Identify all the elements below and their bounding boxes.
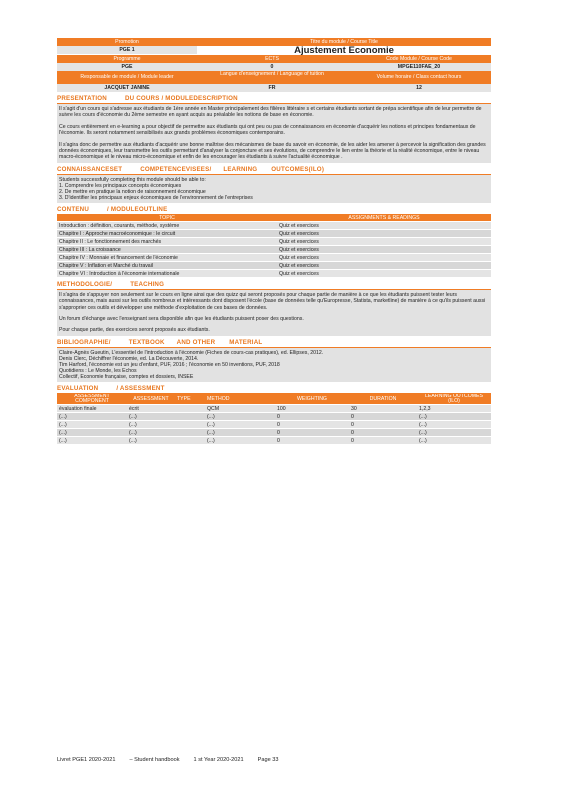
outline-topic: Chapitre VI : Introduction à l'économie internationale [57, 270, 277, 278]
outline-table [57, 215, 491, 278]
section-competences-part4: OUTCOMES(ILO) [271, 165, 325, 173]
promotion-value: PGE 1 [57, 46, 197, 54]
assessment-cell: 0 [275, 437, 349, 445]
footer-year: 1 st Year 2020-2021 [193, 757, 244, 763]
outline-topic: Chapitre II : Le fonctionnement des marchés [57, 238, 277, 246]
section-biblio-part4: MATERIAL [229, 338, 263, 346]
section-biblio-part2: TEXTBOOK [128, 338, 165, 346]
assessment-cell: (...) [127, 421, 175, 429]
ects-label: ECTS [197, 55, 347, 63]
list-item: 3. D'identifier les principaux enjeux économiques de l'environnement de l'entreprises [59, 194, 253, 201]
page-footer [57, 757, 292, 763]
section-contenu [57, 206, 491, 214]
assessment-cell: QCM [205, 405, 275, 413]
assessment-cell: 0 [349, 437, 417, 445]
outline-assignment: Quiz et exercices [277, 262, 491, 270]
duration-header: DURATION [349, 394, 417, 405]
assessment-cell: (...) [57, 421, 127, 429]
section-biblio-title: BIBLIOGRAPHIE/ [57, 338, 111, 346]
assessment-cell [175, 413, 205, 421]
assessment-cell: (...) [417, 413, 491, 421]
assessment-cell: évaluation finale [57, 405, 127, 413]
section-presentation [57, 95, 491, 103]
contact-hours-label: Volume horaire / Class contact hours [347, 71, 491, 84]
weighting-header: WEIGHTING [275, 394, 349, 405]
section-methodologie [57, 281, 491, 289]
assessment-cell: (...) [57, 413, 127, 421]
ilo-header: LEARNING OUTCOMES (ILO) [417, 394, 491, 405]
paragraph: Il s'agit d'un cours qui s'adresse aux étudiants de 1ère année en Master principalement des filières littéraire s et certains étudiants sortant de prépa scientifique afin de leur permettre de suivre les cours d'économie du 2ème semestre en ayant acquis au préalable les notions de base en économie. [59, 106, 482, 119]
competences-text [57, 175, 491, 203]
assessment-cell: 0 [349, 421, 417, 429]
language-label: Langue d'enseignement / Language of tuition [197, 71, 347, 84]
presentation-text [57, 104, 491, 163]
section-biblio-part3: AND OTHER [176, 338, 216, 346]
outline-topic: Chapitre III : La croissance [57, 246, 277, 254]
section-contenu-subtitle: / MODULEOUTLINE [107, 205, 168, 213]
paragraph: Un forum d'échange avec l'enseignant sera disponible afin que les étudiants puissent poser des questions. [59, 316, 304, 323]
assessment-cell: écrit [127, 405, 175, 413]
programme-value: PGE [57, 63, 197, 71]
list-item: Collectif, Economie française, comptes et dossiers, INSEE [59, 373, 194, 380]
module-leader-label: Responsable de module / Module leader [57, 71, 197, 84]
course-code-label: Code Module / Course Code [347, 55, 491, 63]
assessment-cell: 1,2,3 [417, 405, 491, 413]
section-competences-title: CONNAISSANCESET [57, 165, 123, 173]
course-title-value: Ajustement Economie [197, 46, 491, 55]
assessment-cell: 0 [275, 421, 349, 429]
assessment-cell [175, 405, 205, 413]
assessment-cell: (...) [417, 429, 491, 437]
list-item: Tim Harford, l'économie est un jeu d'enfant, PUF, 2016 ; l'économie en 50 inventions, PUF, 2018 [59, 361, 280, 368]
outline-assignment: Quiz et exercices [277, 222, 491, 230]
assessment-cell [175, 429, 205, 437]
list-item: Students successfully completing this module should be able to: [59, 176, 206, 183]
assessment-cell: 0 [275, 413, 349, 421]
assessment-cell: (...) [417, 421, 491, 429]
assessment-cell: (...) [127, 413, 175, 421]
assessment-component-header: ASSESSMENT COMPONENT [57, 394, 127, 405]
assessment-cell: (...) [57, 437, 127, 445]
table-row [57, 421, 491, 429]
assessment-cell: 0 [349, 413, 417, 421]
section-competences-part3: LEARNING [223, 165, 258, 173]
outline-topic: Introduction : définition, courants, méthode, système [57, 222, 277, 230]
outline-assignment: Quiz et exercices [277, 270, 491, 278]
table-row [57, 405, 491, 413]
section-methodologie-title: METHODOLOGIE/ [57, 280, 113, 288]
outline-topic-header: TOPIC [57, 215, 277, 222]
section-methodologie-subtitle: TEACHING [130, 280, 165, 288]
section-presentation-subtitle: DU COURS / MODULEDESCRIPTION [124, 95, 238, 102]
outline-assignments-header: ASSIGNMENTS & READINGS [277, 215, 491, 222]
assessment-cell: (...) [57, 429, 127, 437]
methodologie-text [57, 290, 491, 336]
course-sheet [57, 38, 491, 445]
outline-topic: Chapitre I : Approche macroéconomique : le circuit [57, 230, 277, 238]
list-item: Denis Clerc, Déchiffrer l'économie, ed. La Découverte, 2014. [59, 355, 199, 362]
outline-topic: Chapitre V : Inflation et Marché du travail [57, 262, 277, 270]
table-row [57, 437, 491, 445]
paragraph: Pour chaque partie, des exercices seront proposés aux étudiants. [59, 327, 210, 334]
outline-assignment: Quiz et exercices [277, 230, 491, 238]
paragraph: Il s'agira donc de permettre aux étudiants d'acquérir une bonne maîtrise des mécanismes de base du savoir en économie, de les aider les amener à percevoir la signification des grandes données économiques, leur transmettre les outils permettant d'analyser la conjoncture et ses évolutions, de comprendre le lien entre la théorie et la réalité économique, entre le niveau macro-économique et le niveau micro-économique et enfin de les encourager les étudiants à suivre l'actualité économique . [59, 141, 486, 161]
contact-hours-value: 12 [347, 84, 491, 92]
bibliographie-text [57, 348, 491, 382]
section-presentation-title: PRESENTATION [57, 95, 107, 102]
outline-assignment: Quiz et exercices [277, 238, 491, 246]
table-row [57, 413, 491, 421]
assessment-cell: (...) [205, 429, 275, 437]
assessment-table [57, 394, 491, 445]
section-evaluation-title: EVALUATION [57, 384, 99, 392]
paragraph: Il s'agira de s'appuyer non seulement sur le cours en ligne ainsi que des quizz qui seront proposés pour chaque partie de manière à ce que les étudiants puissent tester leurs connaissances, mais aussi sur les outils nombreux et intéressants dont disposent l'école (base de données telle qu'Europresse, Statista, marketline) de manière à ce qu'ils puissent aussi s'approprier ces outils et développer une méthode d'exploitation de ces bases de données. [59, 291, 486, 311]
type-header: TYPE [175, 394, 205, 405]
method-header: METHOD [205, 394, 275, 405]
language-value: FR [197, 84, 347, 92]
footer-handbook: – Student handbook [129, 757, 180, 763]
outline-topic: Chapitre IV : Monnaie et financement de l'économie [57, 254, 277, 262]
module-leader-value: JACQUET JANINE [57, 84, 197, 92]
outline-assignment: Quiz et exercices [277, 254, 491, 262]
course-title-label: Titre du module / Course Title [197, 38, 491, 46]
list-item: Quotidiens : Le Monde, les Echos [59, 367, 137, 374]
assessment-cell: (...) [205, 437, 275, 445]
section-bibliographie [57, 339, 491, 347]
table-row [57, 429, 491, 437]
course-code-value: MPGE110FAE_20 [347, 63, 491, 71]
list-item: Claire-Agnès Gueutin, L'essentiel de l'introduction à l'économie (Fiches de cours-cas pratiques), ed. Ellipses, 2012. [59, 349, 324, 356]
assessment-cell: (...) [127, 429, 175, 437]
paragraph: Ce cours entièrement en e-learning a pour objectif de permettre aux étudiants qui ont peu ou pas de connaissances en économie d'acquérir les notions et principes fondamentaux de l'économie. Ils seront notamment sensibilisés aux grands problèmes économiques contemporains. [59, 123, 476, 137]
assessment-cell: (...) [127, 437, 175, 445]
assessment-cell: (...) [205, 413, 275, 421]
section-competences-part2: COMPETENCEVISEES/ [140, 165, 212, 173]
section-evaluation-subtitle: / ASSESSMENT [116, 384, 165, 392]
list-item: 1. Comprendre les principaux concepts économiques [59, 182, 182, 189]
promotion-label: Promotion [57, 38, 197, 46]
assessment-cell: 0 [349, 429, 417, 437]
assessment-cell: 30 [349, 405, 417, 413]
footer-booklet: Livret PGE1 2020-2021 [57, 757, 116, 763]
header-table [57, 38, 491, 92]
assessment-cell: 0 [275, 429, 349, 437]
assessment-cell [175, 437, 205, 445]
programme-label: Programme [57, 55, 197, 63]
assessment-header: ASSESSMENT [127, 394, 175, 405]
assessment-cell: (...) [417, 437, 491, 445]
outline-assignment: Quiz et exercices [277, 246, 491, 254]
list-item: 2. De mettre en pratique la notion de raisonnement économique [59, 188, 206, 195]
ects-value: 0 [197, 63, 347, 71]
section-evaluation [57, 385, 491, 393]
assessment-cell: 100 [275, 405, 349, 413]
section-contenu-title: CONTENU [57, 205, 89, 213]
assessment-cell [175, 421, 205, 429]
section-competences [57, 166, 491, 174]
assessment-cell: (...) [205, 421, 275, 429]
footer-page-number: Page 33 [257, 757, 279, 763]
